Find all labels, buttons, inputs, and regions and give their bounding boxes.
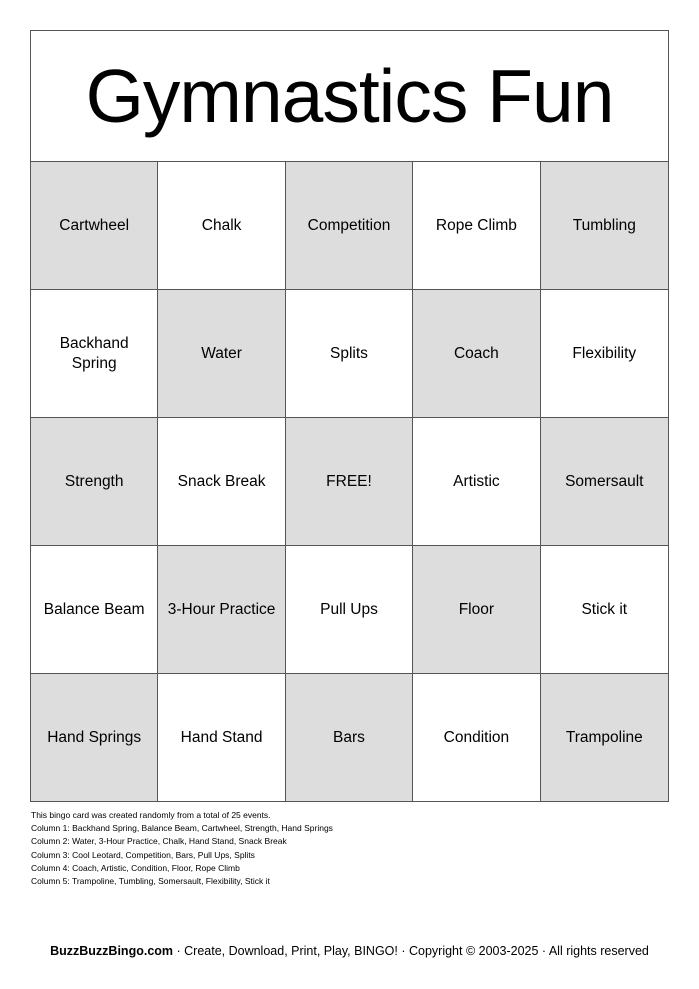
- bingo-cell[interactable]: 3-Hour Practice: [158, 546, 285, 674]
- note-line: Column 5: Trampoline, Tumbling, Somersault, Flexibility, Stick it: [31, 875, 270, 886]
- bingo-cell[interactable]: Tumbling: [541, 162, 668, 290]
- bingo-card: [30, 30, 669, 802]
- bingo-cell[interactable]: Splits: [286, 290, 413, 418]
- bingo-grid: [31, 162, 668, 802]
- bingo-cell[interactable]: Pull Ups: [286, 546, 413, 674]
- bingo-cell[interactable]: Balance Beam: [31, 546, 158, 674]
- note-line: Column 3: Cool Leotard, Competition, Bars, Pull Ups, Splits: [31, 849, 255, 860]
- bingo-cell[interactable]: Hand Springs: [31, 674, 158, 802]
- site-brand[interactable]: BuzzBuzzBingo.com: [50, 944, 174, 958]
- card-notes: [30, 809, 669, 888]
- bingo-cell[interactable]: Somersault: [541, 418, 668, 546]
- bingo-cell[interactable]: Chalk: [158, 162, 285, 290]
- bingo-cell[interactable]: Snack Break: [158, 418, 285, 546]
- bingo-cell[interactable]: Flexibility: [541, 290, 668, 418]
- bingo-cell[interactable]: Water: [158, 290, 285, 418]
- bingo-cell[interactable]: Bars: [286, 674, 413, 802]
- page-footer: [0, 944, 699, 958]
- card-title-banner: [31, 31, 668, 162]
- bingo-cell[interactable]: Cartwheel: [31, 162, 158, 290]
- bingo-cell[interactable]: Backhand Spring: [31, 290, 158, 418]
- note-line: Column 2: Water, 3-Hour Practice, Chalk, Hand Stand, Snack Break: [31, 836, 287, 847]
- footer-text: · Create, Download, Print, Play, BINGO! · Copyright © 2003-2025 · All rights reserved: [173, 944, 649, 958]
- page-title: Gymnastics Fun: [85, 53, 614, 138]
- bingo-cell[interactable]: Artistic: [413, 418, 540, 546]
- bingo-cell[interactable]: Competition: [286, 162, 413, 290]
- bingo-cell[interactable]: Trampoline: [541, 674, 668, 802]
- bingo-cell[interactable]: Condition: [413, 674, 540, 802]
- bingo-cell-free[interactable]: FREE!: [286, 418, 413, 546]
- note-line: Column 1: Backhand Spring, Balance Beam, Cartwheel, Strength, Hand Springs: [31, 823, 333, 834]
- note-line: This bingo card was created randomly from a total of 25 events.: [31, 810, 271, 820]
- bingo-cell[interactable]: Stick it: [541, 546, 668, 674]
- bingo-cell[interactable]: Floor: [413, 546, 540, 674]
- bingo-cell[interactable]: Hand Stand: [158, 674, 285, 802]
- bingo-cell[interactable]: Strength: [31, 418, 158, 546]
- bingo-cell[interactable]: Rope Climb: [413, 162, 540, 290]
- note-line: Column 4: Coach, Artistic, Condition, Floor, Rope Climb: [31, 862, 240, 873]
- bingo-cell[interactable]: Coach: [413, 290, 540, 418]
